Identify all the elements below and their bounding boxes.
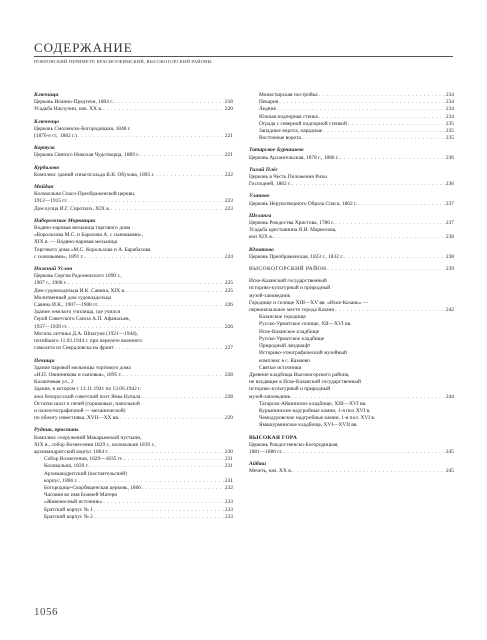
toc-leader-dots — [323, 128, 445, 135]
toc-leader-dots — [103, 499, 224, 506]
toc-section — [249, 266, 454, 273]
toc-entry-text: Собор Вознесения, 1829—1835 гг. — [44, 456, 123, 463]
toc-entry-text: Церковь Рождества Христова, 1786 г. — [249, 220, 335, 227]
toc-entry-text: Богородице-Скорбященская церковь, 1866 — [44, 484, 141, 491]
toc-entry-text: Комплекс зданий синагогальда В.В. Обухова, 1895 г. — [34, 171, 155, 178]
toc-page-ref: 232 — [224, 484, 233, 491]
toc-page-ref: 218 — [224, 99, 233, 106]
toc-entry-last-line — [44, 463, 233, 470]
toc-leader-dots — [335, 220, 445, 227]
toc-entry-text: самолета из Свердловска на фронт — [34, 345, 114, 352]
toc-entry-line: Куркачинские надгробные камни, 1-я пол XVI в. — [259, 407, 371, 414]
toc-entry-line: Казанское городище — [259, 314, 306, 321]
toc-entry-line: историко-культурный и природный — [249, 386, 331, 393]
toc-entry-line: Молитвенный дом судовладельца — [34, 294, 112, 301]
toc-entry-line: и палеогеографичной — механической) — [34, 407, 126, 414]
toc-leader-dots — [111, 206, 224, 213]
toc-entry-last-line — [259, 121, 454, 128]
toc-section-title: Курдалово — [34, 164, 60, 171]
toc-entry-last-line — [44, 507, 233, 514]
toc-page-ref: 245 — [445, 468, 454, 475]
toc-page-ref: 236 — [445, 181, 454, 188]
toc-entry-last-line — [259, 114, 454, 121]
toc-entry-line: Торгового дома «М.С. Корольхова и А. Барабахова — [34, 246, 151, 253]
toc-entry — [34, 152, 233, 159]
toc-leader-dots — [94, 507, 224, 514]
toc-leader-dots — [274, 234, 445, 241]
toc-page-ref: 236 — [445, 154, 454, 161]
toc-entry-line: XIX в. — Водяно-паровая мельница — [34, 239, 118, 246]
toc-district-title: ВЫСОКОГОРСКИЙ РАЙОН — [249, 266, 327, 273]
toc-leader-dots — [78, 478, 223, 485]
toc-section — [249, 167, 454, 189]
toc-section-title: Нижний Услон — [34, 266, 73, 273]
toc-section — [249, 278, 454, 429]
toc-leader-dots — [348, 121, 445, 128]
toc-section-title: Рудник, пристань — [34, 427, 79, 434]
toc-entry — [249, 155, 454, 162]
toc-entry-last-line — [259, 106, 454, 113]
toc-entry-line: Водяно-паровая мельница торгового дома — [34, 225, 131, 232]
toc-entry-text: Церковь Иоанно-Предтечи, 1804 г. — [34, 99, 114, 106]
toc-leader-dots — [344, 254, 445, 261]
toc-entry-last-line — [34, 280, 233, 287]
toc-page-ref: 234 — [445, 99, 454, 106]
toc-district-line — [249, 266, 454, 273]
toc-entry-line: «Корольхова М.С. и Барахова А. с сыновьями», — [34, 232, 143, 239]
toc-leader-dots — [94, 514, 224, 521]
toc-entry-text: Южная подпорная стенка — [259, 113, 318, 120]
toc-entry-text: жил белорусский советский поэт Янка Купала — [34, 393, 141, 400]
toc-entry-line: Русско-Урматское селище, XII—XVI вв. — [259, 321, 352, 328]
toc-entry-text: Савина И.К., 1907—1908 гг. — [34, 302, 99, 309]
toc-section — [34, 427, 233, 521]
toc-entry-line: музей-заповедник — [249, 292, 291, 299]
toc-entry-line: Усадьба крестьянина Я.И. Маркелова, — [249, 227, 337, 234]
toc-section — [34, 165, 233, 179]
toc-entry-last-line — [44, 499, 233, 506]
toc-entry — [34, 401, 233, 423]
toc-section — [34, 184, 233, 213]
toc-leader-dots — [123, 372, 224, 379]
toc-entry-line: Здание, в котором с 13.11.1941 по 13.06.1942 г. — [34, 386, 142, 393]
toc-entry — [249, 227, 454, 241]
toc-section-title: Тихий Плёс — [249, 166, 278, 173]
toc-section — [249, 147, 454, 161]
toc-entry-last-line — [249, 449, 454, 456]
toc-leader-dots — [279, 99, 445, 106]
toc-entry — [34, 273, 233, 287]
page-title: СОДЕРЖАНИЕ — [34, 40, 133, 55]
toc-entry-last-line — [34, 152, 233, 159]
toc-section — [249, 461, 454, 475]
toc-entry-text: Господней, 1882 г. — [249, 181, 291, 188]
toc-entry-last-line — [249, 307, 454, 314]
toc-entry — [249, 300, 454, 314]
toc-section-title: Майдан — [34, 184, 54, 191]
toc-entry-last-line — [249, 254, 454, 261]
toc-page-ref: 221 — [224, 152, 233, 159]
toc-section — [34, 119, 233, 141]
toc-entry-last-line — [249, 201, 454, 208]
toc-entry-text: архимандритский корпус 1864 г. — [34, 448, 109, 455]
toc-page-ref: 234 — [445, 113, 454, 120]
toc-entry-last-line — [34, 324, 233, 331]
toc-entry-text: Восточные ворота — [259, 135, 301, 142]
toc-entry-text: «Живоносный источник» — [44, 499, 103, 506]
toc-page-ref: 230 — [224, 448, 233, 455]
toc-entry-text: 1912—1915 гг. — [34, 198, 68, 205]
toc-entry — [34, 492, 233, 506]
toc-entry-line: комплекс в с. Камаево — [259, 357, 310, 364]
toc-entry-line: Чемодуровские надгробные камни, 1-я пол. XVI в. — [259, 415, 376, 422]
toc-entry-text: с сыновьями», 1891 г. — [34, 253, 84, 260]
toc-entry — [249, 401, 454, 430]
toc-page-ref: 234 — [445, 106, 454, 113]
toc-page-ref: 233 — [224, 506, 233, 513]
toc-entry — [249, 128, 454, 135]
toc-entry-text: Церковь Святого Николая Чудотворца, 1889 г. — [34, 152, 140, 159]
toc-entry-last-line — [249, 234, 454, 241]
toc-entry-last-line — [34, 302, 233, 309]
toc-entry-last-line — [44, 514, 233, 521]
toc-entry-line: Природный ландшафт — [259, 343, 311, 350]
toc-page-ref: 228 — [224, 393, 233, 400]
toc-page-ref: 226 — [224, 302, 233, 309]
toc-entry-line: Архимандритский (настоятельский) — [44, 470, 127, 477]
toc-entry-last-line — [259, 92, 454, 99]
toc-entry-line: Церковь в Честь Положения Ризы — [249, 174, 327, 181]
toc-section — [34, 358, 233, 423]
toc-section-title: Татарское Бурнашево — [249, 147, 304, 154]
toc-leader-dots — [283, 449, 444, 456]
toc-entry — [34, 309, 233, 331]
toc-leader-dots — [103, 106, 224, 113]
toc-leader-dots — [335, 307, 445, 314]
toc-leader-dots — [85, 254, 224, 261]
toc-section-title: Печищи — [34, 357, 55, 364]
toc-section-title: Юматово — [249, 246, 274, 253]
toc-page-ref: 223 — [224, 198, 233, 205]
toc-entry-text: Пекарня — [259, 99, 279, 106]
toc-page-ref: 221 — [224, 133, 233, 140]
toc-entry-line: Колокольня Спасо-Преображенской церкви, — [34, 191, 136, 198]
toc-entry-line: Здание земского училища, где учился — [34, 309, 121, 316]
toc-entry-text: Ограда с северной подпорной стенкой — [259, 120, 347, 127]
toc-entry — [34, 295, 233, 309]
toc-entry-text: 1937—1939 гг. — [34, 323, 68, 330]
toc-entry-last-line — [34, 254, 233, 261]
toc-page-ref: 233 — [224, 499, 233, 506]
toc-page-ref: 220 — [224, 106, 233, 113]
toc-section — [34, 218, 233, 261]
toc-entry-line: Церковь Рождественско-Богородицкая, — [249, 441, 339, 448]
toc-entry-line: Святые источники — [259, 364, 302, 371]
toc-leader-dots — [327, 266, 444, 273]
toc-section — [34, 145, 233, 159]
toc-leader-dots — [142, 485, 224, 492]
toc-entry-text: 1881—1886 гг. — [249, 448, 283, 455]
toc-entry — [34, 106, 233, 113]
toc-entry — [249, 114, 454, 121]
toc-leader-dots — [90, 463, 224, 470]
toc-entry-text: Западные ворота, парадные — [259, 128, 323, 135]
toc-page-ref: 225 — [224, 280, 233, 287]
toc-entry-last-line — [249, 468, 454, 475]
toc-entry-last-line — [34, 133, 233, 140]
toc-entry — [34, 225, 233, 261]
toc-section-title: Шеланга — [249, 212, 272, 219]
toc-section — [249, 435, 454, 457]
page-subtitle: ПОКРОВСКИЙ ПЕРИМЕТР, КРАСНОУФИМСКИЙ, ВЫСОКОГОРСКИЙ РАЙОНЫ — [34, 59, 212, 64]
toc-page-ref: 237 — [445, 200, 454, 207]
toc-entry-text: по обжигу известняка, XVII—XX вв. — [34, 415, 120, 422]
toc-entry-text: Дом судовладельца И.К. Савина, XIX в. — [34, 287, 126, 294]
toc-leader-dots — [68, 324, 223, 331]
toc-entry-line: Здание паровой мельницы торгового дома — [34, 364, 131, 371]
toc-entry-line: Могила летчика Д.А. Шпагуна (1921—1944), — [34, 330, 138, 337]
toc-entry-text: корпус, 1866 г. — [44, 477, 78, 484]
toc-entry — [249, 135, 454, 142]
toc-section-title: ВЫСОКАЯ ГОРА — [249, 434, 298, 441]
toc-page-ref: 233 — [224, 513, 233, 520]
toc-entry — [249, 201, 454, 208]
toc-entry — [34, 456, 233, 463]
toc-page-ref: 237 — [445, 220, 454, 227]
toc-entry — [34, 191, 233, 205]
toc-leader-dots — [120, 415, 224, 422]
toc-entry — [34, 471, 233, 485]
toc-section — [34, 266, 233, 352]
toc-section-title: Ключенцо — [34, 118, 60, 125]
toc-entry-text: «Н.П. Овинникова и сыновья», 1895 г. — [34, 371, 122, 378]
toc-entry-last-line — [259, 128, 454, 135]
toc-entry-last-line — [34, 206, 233, 213]
toc-leader-dots — [291, 394, 445, 401]
toc-entry — [34, 172, 233, 179]
toc-entry — [34, 365, 233, 379]
toc-leader-dots — [140, 152, 224, 159]
toc-entry-last-line — [249, 394, 454, 401]
toc-page-ref: 231 — [224, 463, 233, 470]
toc-page-ref: 227 — [224, 345, 233, 352]
toc-entry-line: Герой Советского Союза А.П. Афанасьев, — [34, 316, 130, 323]
toc-entry-line: Русско-Урматское кладбище — [259, 335, 325, 342]
toc-entry-last-line — [249, 155, 454, 162]
toc-section-title: Набережные Морквацаи — [34, 217, 96, 224]
toc-section — [249, 92, 454, 142]
toc-entry-line: Татарско-Айшинское кладбище, XIII—XVI вв. — [259, 400, 367, 407]
toc-leader-dots — [115, 345, 224, 352]
toc-entry — [249, 278, 454, 300]
toc-entry-last-line — [259, 135, 454, 142]
toc-entry-last-line — [34, 106, 233, 113]
toc-leader-dots — [156, 172, 224, 179]
toc-entry — [249, 106, 454, 113]
toc-entry-text: Церковь Преображенская, 1823 г., 1832 г. — [249, 253, 344, 260]
toc-entry-text: Церковь Нерукотворного Образа Спаса, 1862 г. — [249, 200, 357, 207]
toc-entry-text: Монастырская постройка — [259, 92, 318, 98]
toc-entry-line: Ямашурминское кладбище, XVI—XVII вв. — [259, 422, 358, 429]
toc-entry — [249, 314, 454, 372]
toc-entry — [34, 126, 233, 140]
toc-entry-last-line — [259, 99, 454, 106]
toc-page-ref: 228 — [224, 371, 233, 378]
toc-entry-text: Усадьба Наулучни, нач. XX в. — [34, 106, 103, 113]
toc-page-ref: 222 — [224, 171, 233, 178]
toc-entry-line: погибшего 11.02.1944 г. при перелете военного — [34, 338, 143, 345]
toc-entry — [34, 507, 233, 514]
toc-entry-text: кон XIX в. — [249, 234, 274, 241]
toc-leader-dots — [293, 468, 445, 475]
toc-entry — [249, 121, 454, 128]
toc-page-ref: 244 — [445, 393, 454, 400]
toc-leader-dots — [126, 288, 224, 295]
toc-entry — [34, 331, 233, 353]
toc-section-title: Айбаш — [249, 461, 267, 468]
toc-entry — [249, 468, 454, 475]
toc-leader-dots — [319, 92, 445, 99]
toc-entry-line: Историко-этнографический музейный — [259, 350, 347, 357]
toc-entry-text: (1870-е гг., 1882 г.) — [34, 133, 77, 140]
toc-entry-last-line — [34, 394, 233, 401]
toc-entry-line: Комплекс сооружений Макарьевской пустыни, — [34, 434, 142, 441]
toc-entry-text: Братский корпус № 2 — [44, 513, 93, 520]
toc-page-ref: 245 — [445, 448, 454, 455]
toc-entry-line: Церковь Сергия Радонежского 1890 г., — [34, 273, 122, 280]
toc-entry-last-line — [34, 288, 233, 295]
toc-entry — [249, 174, 454, 188]
toc-entry-text: Ледник — [259, 106, 277, 113]
toc-leader-dots — [109, 449, 224, 456]
toc-entry-text: первоначальное место города Казани — [249, 307, 335, 314]
toc-leader-dots — [78, 133, 224, 140]
toc-entry-last-line — [34, 345, 233, 352]
toc-page-ref: 226 — [224, 323, 233, 330]
toc-section-title: Кортуза — [34, 145, 55, 152]
toc-entry-text: Колокольня, 1839 г. — [44, 463, 89, 470]
toc-page-ref: 231 — [224, 477, 233, 484]
toc-entry — [249, 254, 454, 261]
toc-section-title: Ключищи — [34, 92, 59, 98]
toc-right-column — [249, 92, 454, 481]
toc-entry — [249, 92, 454, 99]
toc-entry-text: Дом купца И.Г. Сиротких, XIX в. — [34, 205, 111, 212]
toc-entry-line: Церковь Смоленско-Богородицкая, 1848 г. — [34, 125, 131, 132]
toc-page-ref: 239 — [445, 266, 454, 273]
toc-entry — [34, 463, 233, 470]
toc-page-ref: 235 — [445, 135, 454, 142]
toc-entry-text: Братский корпус № 1 — [44, 506, 93, 513]
toc-leader-dots — [277, 106, 445, 113]
toc-page-ref: 229 — [224, 415, 233, 422]
toc-entry-line: Часовня во имя Божией Матери — [44, 492, 118, 499]
toc-section — [249, 213, 454, 242]
toc-entry — [34, 379, 233, 401]
toc-page-ref: 223 — [224, 205, 233, 212]
toc-entry — [249, 442, 454, 456]
page-number: 1056 — [34, 606, 58, 618]
toc-entry-line: не входящие в Иске-Казанский государственный — [249, 379, 361, 386]
toc-entry-line: Городище и селище XIII—XV вв. «Иске-Казань» — — [249, 299, 369, 306]
toc-entry-last-line — [34, 172, 233, 179]
toc-entry-line: Древние кладбища Высокогорского района, — [249, 371, 350, 378]
toc-entry-text: Мечеть, нач. XX в. — [249, 468, 293, 475]
toc-leader-dots — [141, 394, 224, 401]
toc-entry-line: Остатки шахт к печей (горшковых, напольной — [34, 400, 140, 407]
toc-leader-dots — [340, 155, 445, 162]
toc-entry-last-line — [34, 372, 233, 379]
toc-entry-line: Иске-Казанское кладбище — [259, 328, 320, 335]
toc-page-ref: 242 — [445, 307, 454, 314]
toc-entry-last-line — [34, 198, 233, 205]
toc-page-ref: 238 — [445, 234, 454, 241]
toc-leader-dots — [68, 198, 223, 205]
toc-entry — [34, 288, 233, 295]
toc-section — [249, 247, 454, 261]
toc-entry — [34, 206, 233, 213]
toc-leader-dots — [358, 201, 445, 208]
toc-entry-last-line — [44, 456, 233, 463]
toc-section — [249, 193, 454, 207]
toc-entry-text: музей-заповедник — [249, 393, 291, 400]
toc-page-ref: 224 — [224, 253, 233, 260]
toc-entry-line: Каланчевая ул., 2 — [34, 379, 74, 386]
toc-leader-dots — [114, 99, 224, 106]
toc-page-ref: 238 — [445, 253, 454, 260]
toc-page-ref: 235 — [445, 120, 454, 127]
toc-entry-last-line — [44, 478, 233, 485]
toc-leader-dots — [68, 280, 224, 287]
header-rule — [34, 56, 453, 57]
toc-entry-last-line — [34, 415, 233, 422]
toc-entry-line: Иске-Казанский государственный — [249, 278, 327, 285]
toc-entry — [34, 514, 233, 521]
toc-entry-line: историко-культурный и природный — [249, 285, 331, 292]
toc-entry — [249, 372, 454, 401]
toc-left-column — [34, 92, 233, 526]
toc-section — [34, 92, 233, 114]
toc-leader-dots — [124, 456, 224, 463]
toc-entry — [249, 99, 454, 106]
toc-entry-text: 1907 г., 1908 г. — [34, 280, 67, 287]
toc-leader-dots — [319, 114, 445, 121]
toc-leader-dots — [302, 135, 445, 142]
toc-page-ref: 234 — [445, 92, 454, 98]
toc-section-title: Уланово — [249, 193, 270, 200]
toc-entry — [34, 435, 233, 457]
toc-leader-dots — [292, 181, 445, 188]
page-header — [34, 40, 453, 65]
toc-page-ref: 235 — [445, 128, 454, 135]
toc-entry-line: XIX в., собор Вознесения 1829 г., колокольня 1839 г., — [34, 441, 156, 448]
toc-entry-last-line — [249, 181, 454, 188]
toc-entry-text: Церковь Архангельская, 1878 г., 1886 г. — [249, 154, 339, 161]
toc-page-ref: 225 — [224, 287, 233, 294]
toc-page-ref: 231 — [224, 456, 233, 463]
toc-leader-dots — [99, 302, 224, 309]
